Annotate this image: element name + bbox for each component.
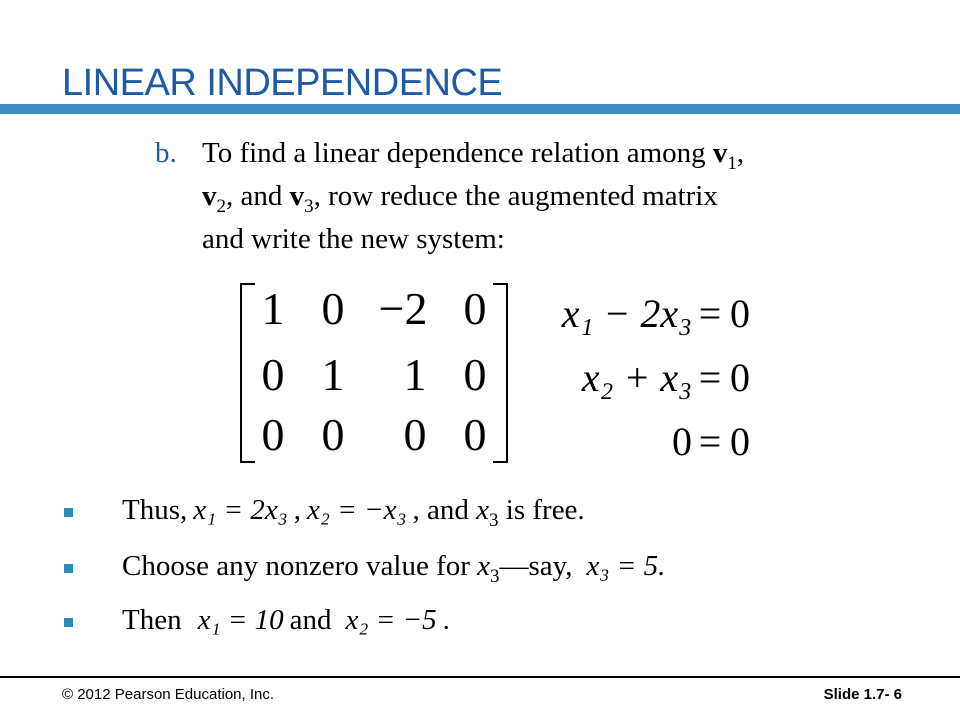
bullet-thus-text xyxy=(122,494,585,532)
vector-v3-subscript: 3 xyxy=(304,195,314,217)
matrix-cell: 0 xyxy=(321,409,345,460)
equation-3-rhs: 0 xyxy=(730,419,750,464)
title-underline xyxy=(0,104,960,114)
vector-v1: v xyxy=(712,137,728,169)
right-bracket xyxy=(493,284,507,462)
footer-copyright: © 2012 Pearson Education, Inc. xyxy=(62,686,275,703)
bullet-thus-end: is free. xyxy=(498,494,585,526)
vector-v2: v xyxy=(202,180,217,212)
vector-v2-subscript: 2 xyxy=(216,195,226,217)
bullet-square-icon xyxy=(64,618,73,627)
footer-divider xyxy=(0,676,960,678)
matrix-cell: 0 xyxy=(463,283,487,334)
matrix-cell: −2 xyxy=(378,283,428,334)
equation-x2-equals-neg-5: x₂ = −5 xyxy=(345,604,437,636)
bullet-choose-lead: Choose any nonzero value for xyxy=(122,550,478,582)
equation-2-rhs: 0 xyxy=(730,355,750,400)
vector-v1-subscript: 1 xyxy=(727,152,737,174)
equation-1-rhs: 0 xyxy=(730,291,750,336)
matrix-cell: 1 xyxy=(321,349,345,400)
equation-3-equals: = xyxy=(698,419,722,464)
variable-x3-subscript: 3 xyxy=(489,509,499,531)
equation-2-lhs: x₂ + x₃ xyxy=(581,355,692,400)
equation-2-equals: = xyxy=(698,355,722,400)
bullet-choose-text xyxy=(122,550,671,588)
matrix-cell: 0 xyxy=(463,349,487,400)
equation-x2-equals-neg-x3: x₂ = −x₃ xyxy=(306,494,407,526)
bullet-then-text xyxy=(122,604,450,637)
footer-slide-number: Slide 1.7- 6 xyxy=(823,686,902,703)
bullet-square-icon xyxy=(64,564,73,573)
matrix-cell: 1 xyxy=(261,283,285,334)
matrix-cell: 0 xyxy=(403,409,427,460)
bullet-thus-lead: Thus, xyxy=(122,494,188,526)
equation-x3-equals-5: x₃ = 5. xyxy=(586,550,666,582)
variable-x3-subscript: 3 xyxy=(490,565,500,587)
bullet-thus-sep: , xyxy=(293,494,301,526)
matrix-cell: 0 xyxy=(463,409,487,460)
matrix-cell: 0 xyxy=(321,283,345,334)
bullet-square-icon xyxy=(64,508,73,517)
bullet-then-mid: and xyxy=(289,604,332,636)
bullet-then-end: . xyxy=(442,604,450,636)
item-b-line-1-text: To find a linear dependence relation among xyxy=(202,137,713,169)
equation-3-lhs: 0 xyxy=(672,419,692,464)
bullet-choose-dash: —say, xyxy=(499,550,573,582)
item-b-line-3: and write the new system: xyxy=(202,223,505,255)
vector-v3: v xyxy=(289,180,305,212)
equation-x1-equals-2x3: x₁ = 2x₃ xyxy=(193,494,288,526)
matrix-cell: 1 xyxy=(403,349,427,400)
item-b-line-1-end: , xyxy=(736,137,745,169)
matrix-cell: 0 xyxy=(261,349,285,400)
equation-x1-equals-10: x₁ = 10 xyxy=(197,604,284,636)
reduced-system xyxy=(560,285,800,465)
augmented-matrix xyxy=(225,280,525,470)
left-bracket xyxy=(241,284,255,462)
item-b-line-2-mid: , and xyxy=(226,180,290,212)
slide-title: LINEAR INDEPENDENCE xyxy=(62,62,503,104)
variable-x3: x xyxy=(477,550,491,582)
matrix-cell: 0 xyxy=(261,409,285,460)
item-b-marker: b. xyxy=(155,137,177,169)
variable-x3: x xyxy=(476,494,490,526)
equation-1-equals: = xyxy=(698,291,722,336)
bullet-then-lead: Then xyxy=(122,604,182,636)
bullet-thus-tail: , and xyxy=(412,494,477,526)
equation-1-lhs: x₁ − 2x₃ xyxy=(561,291,692,336)
item-b-line-2-end: , row reduce the augmented matrix xyxy=(313,180,718,212)
